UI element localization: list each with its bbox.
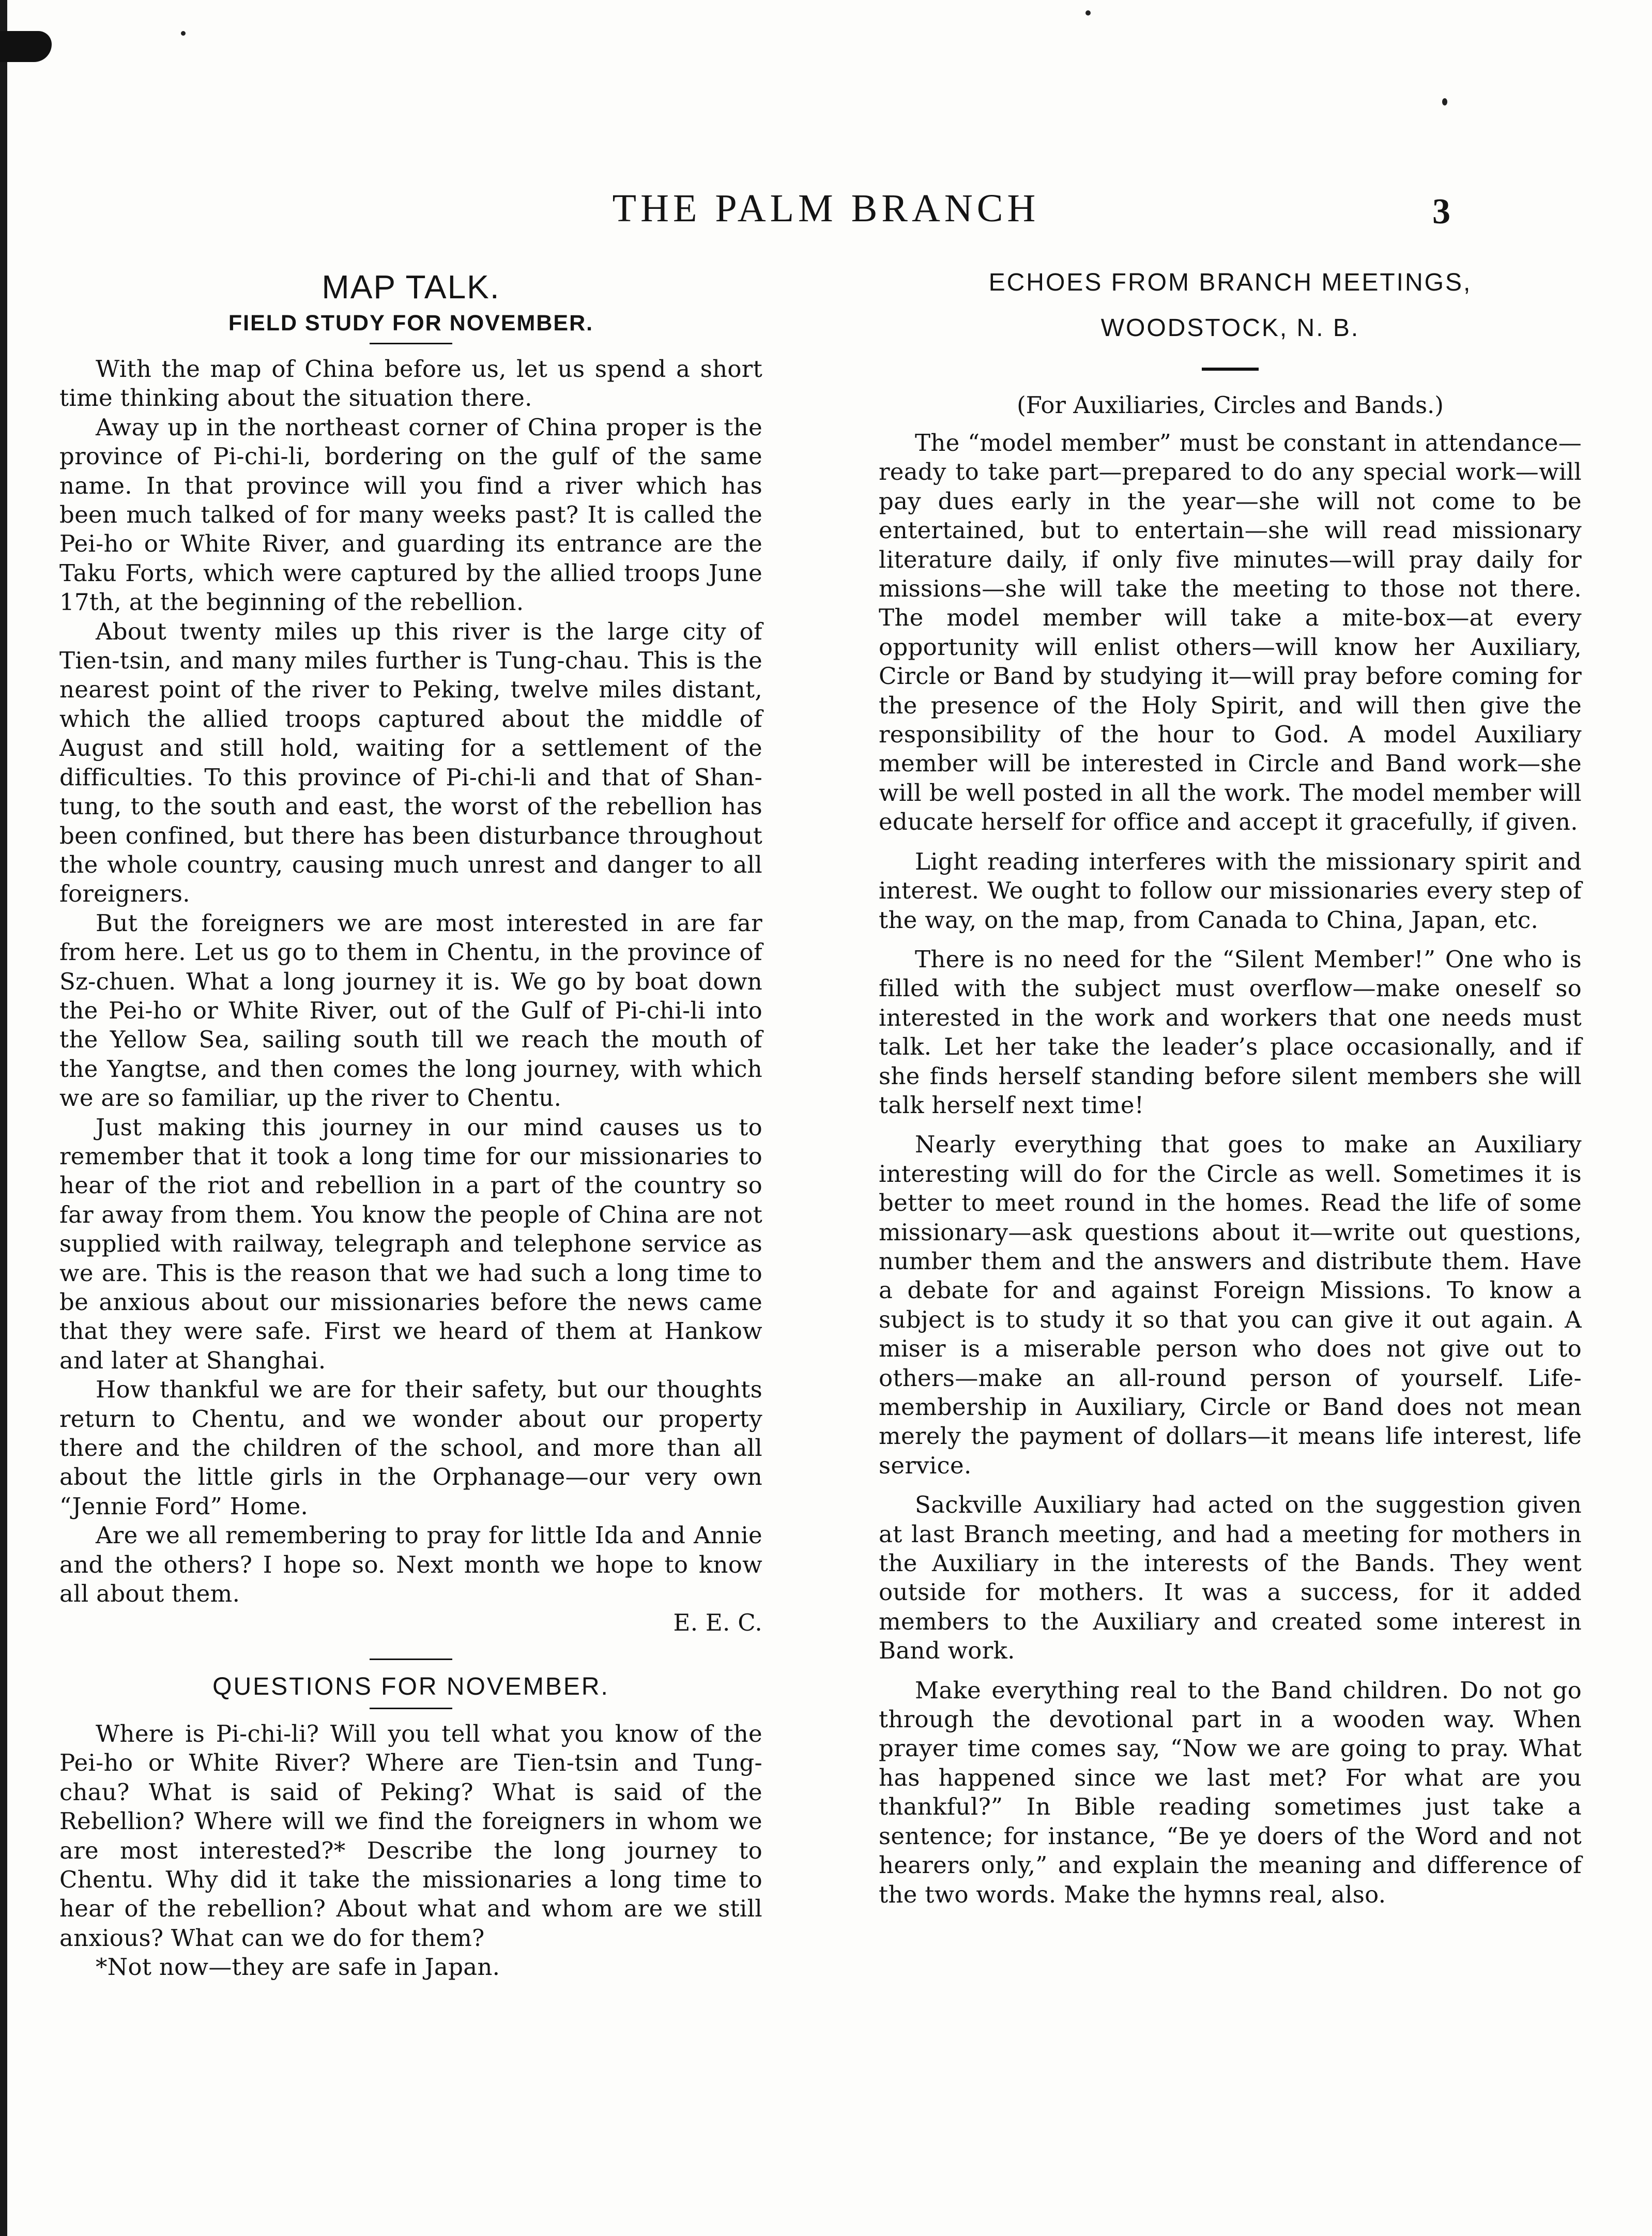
map-talk-body — [59, 355, 762, 1638]
article-paragraph: Light reading interferes with the missionary spirit and interest. We ought to follow our missionaries every step of the way, on the map, from Canada to China, Japan, etc. — [879, 847, 1582, 934]
article-paragraph: The “model member” must be constant in attendance—ready to take part—prepared to do any special work—will pay dues early in the year—she will not come to be entertained, but to entertain—she will read missionary literature daily, if only five minutes—will pray daily for missions—she will take the meeting to those not there. The model member will take a mite-box—at every opportunity will enlist others—will know her Auxiliary, Circle or Band by studying it—will pray before coming for the presence of the Holy Spirit, and will then give the responsibility of the hour to God. A model Auxiliary member will be interested in Circle and Band work—she will be well posted in all the work. The model member will educate herself for office and accept it gracefully, if given. — [879, 429, 1582, 836]
echoes-title: ECHOES FROM BRANCH MEETINGS, — [988, 269, 1472, 296]
map-talk-title: MAP TALK. — [322, 268, 500, 306]
article-paragraph: About twenty miles up this river is the large city of Tien-tsin, and many miles further is Tung-chau. This is the nearest point of the river to Peking, twelve miles distant, which the allied troops captured about the middle of August and still hold, waiting for a settlement of the difficulties. To this province of Pi-chi-li and that of Shan-tung, to the south and east, the worst of the rebellion has been confined, but there has been disturbance throughout the whole country, causing much unrest and danger to all foreigners. — [59, 617, 762, 908]
left-column — [59, 266, 762, 1982]
map-talk-subtitle: FIELD STUDY FOR NOVEMBER. — [228, 311, 594, 336]
article-paragraph: But the foreigners we are most interested in are far from here. Let us go to them in Chentu, in the province of Sz-chuen. What a long journey it is. We go by boat down the Pei-ho or White River, out of the Gulf of Pi-chi-li into the Yellow Sea, sailing south till we reach the mouth of the Yangtse, and then comes the long journey, with which we are so familiar, up the river to Chentu. — [59, 909, 762, 1112]
article-paragraph: Sackville Auxiliary had acted on the suggestion given at last Branch meeting, and had a meeting for mothers in the Auxiliary in the interests of the Bands. They went outside for mothers. It was a success, for it added members to the Auxiliary and created some interest in Band work. — [879, 1491, 1582, 1665]
ink-speck — [1085, 10, 1091, 16]
article-paragraph: Away up in the northeast corner of China proper is the province of Pi-chi-li, bordering on the gulf of the same name. In that province will you find a river which has been much talked of for many weeks past? It is called the Pei-ho or White River, and guarding its entrance are the Taku Forts, which were captured by the allied troops June 17th, at the beginning of the rebellion. — [59, 413, 762, 616]
article-paragraph: There is no need for the “Silent Member!” One who is filled with the subject must overflow—make oneself so interested in the work and workers that one needs must talk. Let her take the leader’s place occasionally, and if she finds herself standing before silent members she will talk herself next time! — [879, 945, 1582, 1119]
ink-speck — [181, 31, 186, 36]
ink-speck — [1442, 98, 1447, 105]
article-paragraph: Nearly everything that goes to make an Auxiliary interesting will do for the Circle as well. Sometimes it is better to meet round in the homes. Read the life of some missionary—ask questions about it—write out questions, number them and the answers and distribute them. Have a debate for and against Foreign Missions. To know a subject is to study it so that you can give it out again. A miser is a miserable person who does not give out to others—make an all-round person of yourself. Life-membership in Auxiliary, Circle or Band does not mean merely the payment of dollars—it means life interest, life service. — [879, 1131, 1582, 1479]
echoes-audience-note: (For Auxiliaries, Circles and Bands.) — [1017, 391, 1444, 419]
article-paragraph: Just making this journey in our mind causes us to remember that it took a long time for our missionaries to hear of the riot and rebellion in a part of the country so far away from them. You know the people of China are not supplied with railway, telegraph and telephone service as we are. This is the reason that we had such a long time to be anxious about our missionaries before the news came that they were safe. First we heard of them at Hankow and later at Shanghai. — [59, 1113, 762, 1374]
echoes-place: WOODSTOCK, N. B. — [1100, 314, 1360, 342]
page-number: 3 — [1432, 192, 1450, 232]
page-header — [0, 186, 1652, 243]
divider-rule — [1202, 368, 1259, 371]
article-paragraph: Are we all remembering to pray for little Ida and Annie and the others? I hope so. Next month we hope to know all about them. — [59, 1522, 762, 1608]
ink-blot — [0, 31, 52, 62]
article-paragraph: Make everything real to the Band children. Do not go through the devotional part in a wooden way. When prayer time comes say, “Now we are going to pray. What has happened since we last met? For what are you thankful?” In Bible reading sometimes just take a sentence; for instance, “Be ye doers of the Word and not hearers only,” and explain the meaning and difference of the two words. Make the hymns real, also. — [879, 1676, 1582, 1908]
divider-rule — [370, 1708, 452, 1709]
right-column — [879, 266, 1582, 1909]
article-paragraph: How thankful we are for their safety, but our thoughts return to Chentu, and we wonder about our property there and the children of the school, and more than all about the little girls in the Orphanage—our very own “Jennie Ford” Home. — [59, 1376, 762, 1520]
footnote: *Not now—they are safe in Japan. — [96, 1953, 500, 1981]
questions-paragraph: Where is Pi-chi-li? Will you tell what you know of the Pei-ho or White River? Where are Tien-tsin and Tung-chau? What is said of Peking? What is said of the Rebellion? Where will we find the foreigners in whom we are most interested?* Describe the long journey to Chentu. Why did it take the missionaries a long time to hear of the rebellion? About what and whom are we still anxious? What can we do for them? — [59, 1720, 762, 1952]
author-signature: E. E. C. — [673, 1609, 762, 1637]
divider-rule — [370, 343, 452, 344]
divider-rule — [370, 1659, 452, 1660]
article-paragraph: With the map of China before us, let us spend a short time thinking about the situation there. — [59, 355, 762, 412]
page-binding-edge — [0, 0, 7, 2236]
running-title: THE PALM BRANCH — [612, 187, 1040, 230]
questions-title: QUESTIONS FOR NOVEMBER. — [212, 1672, 609, 1700]
